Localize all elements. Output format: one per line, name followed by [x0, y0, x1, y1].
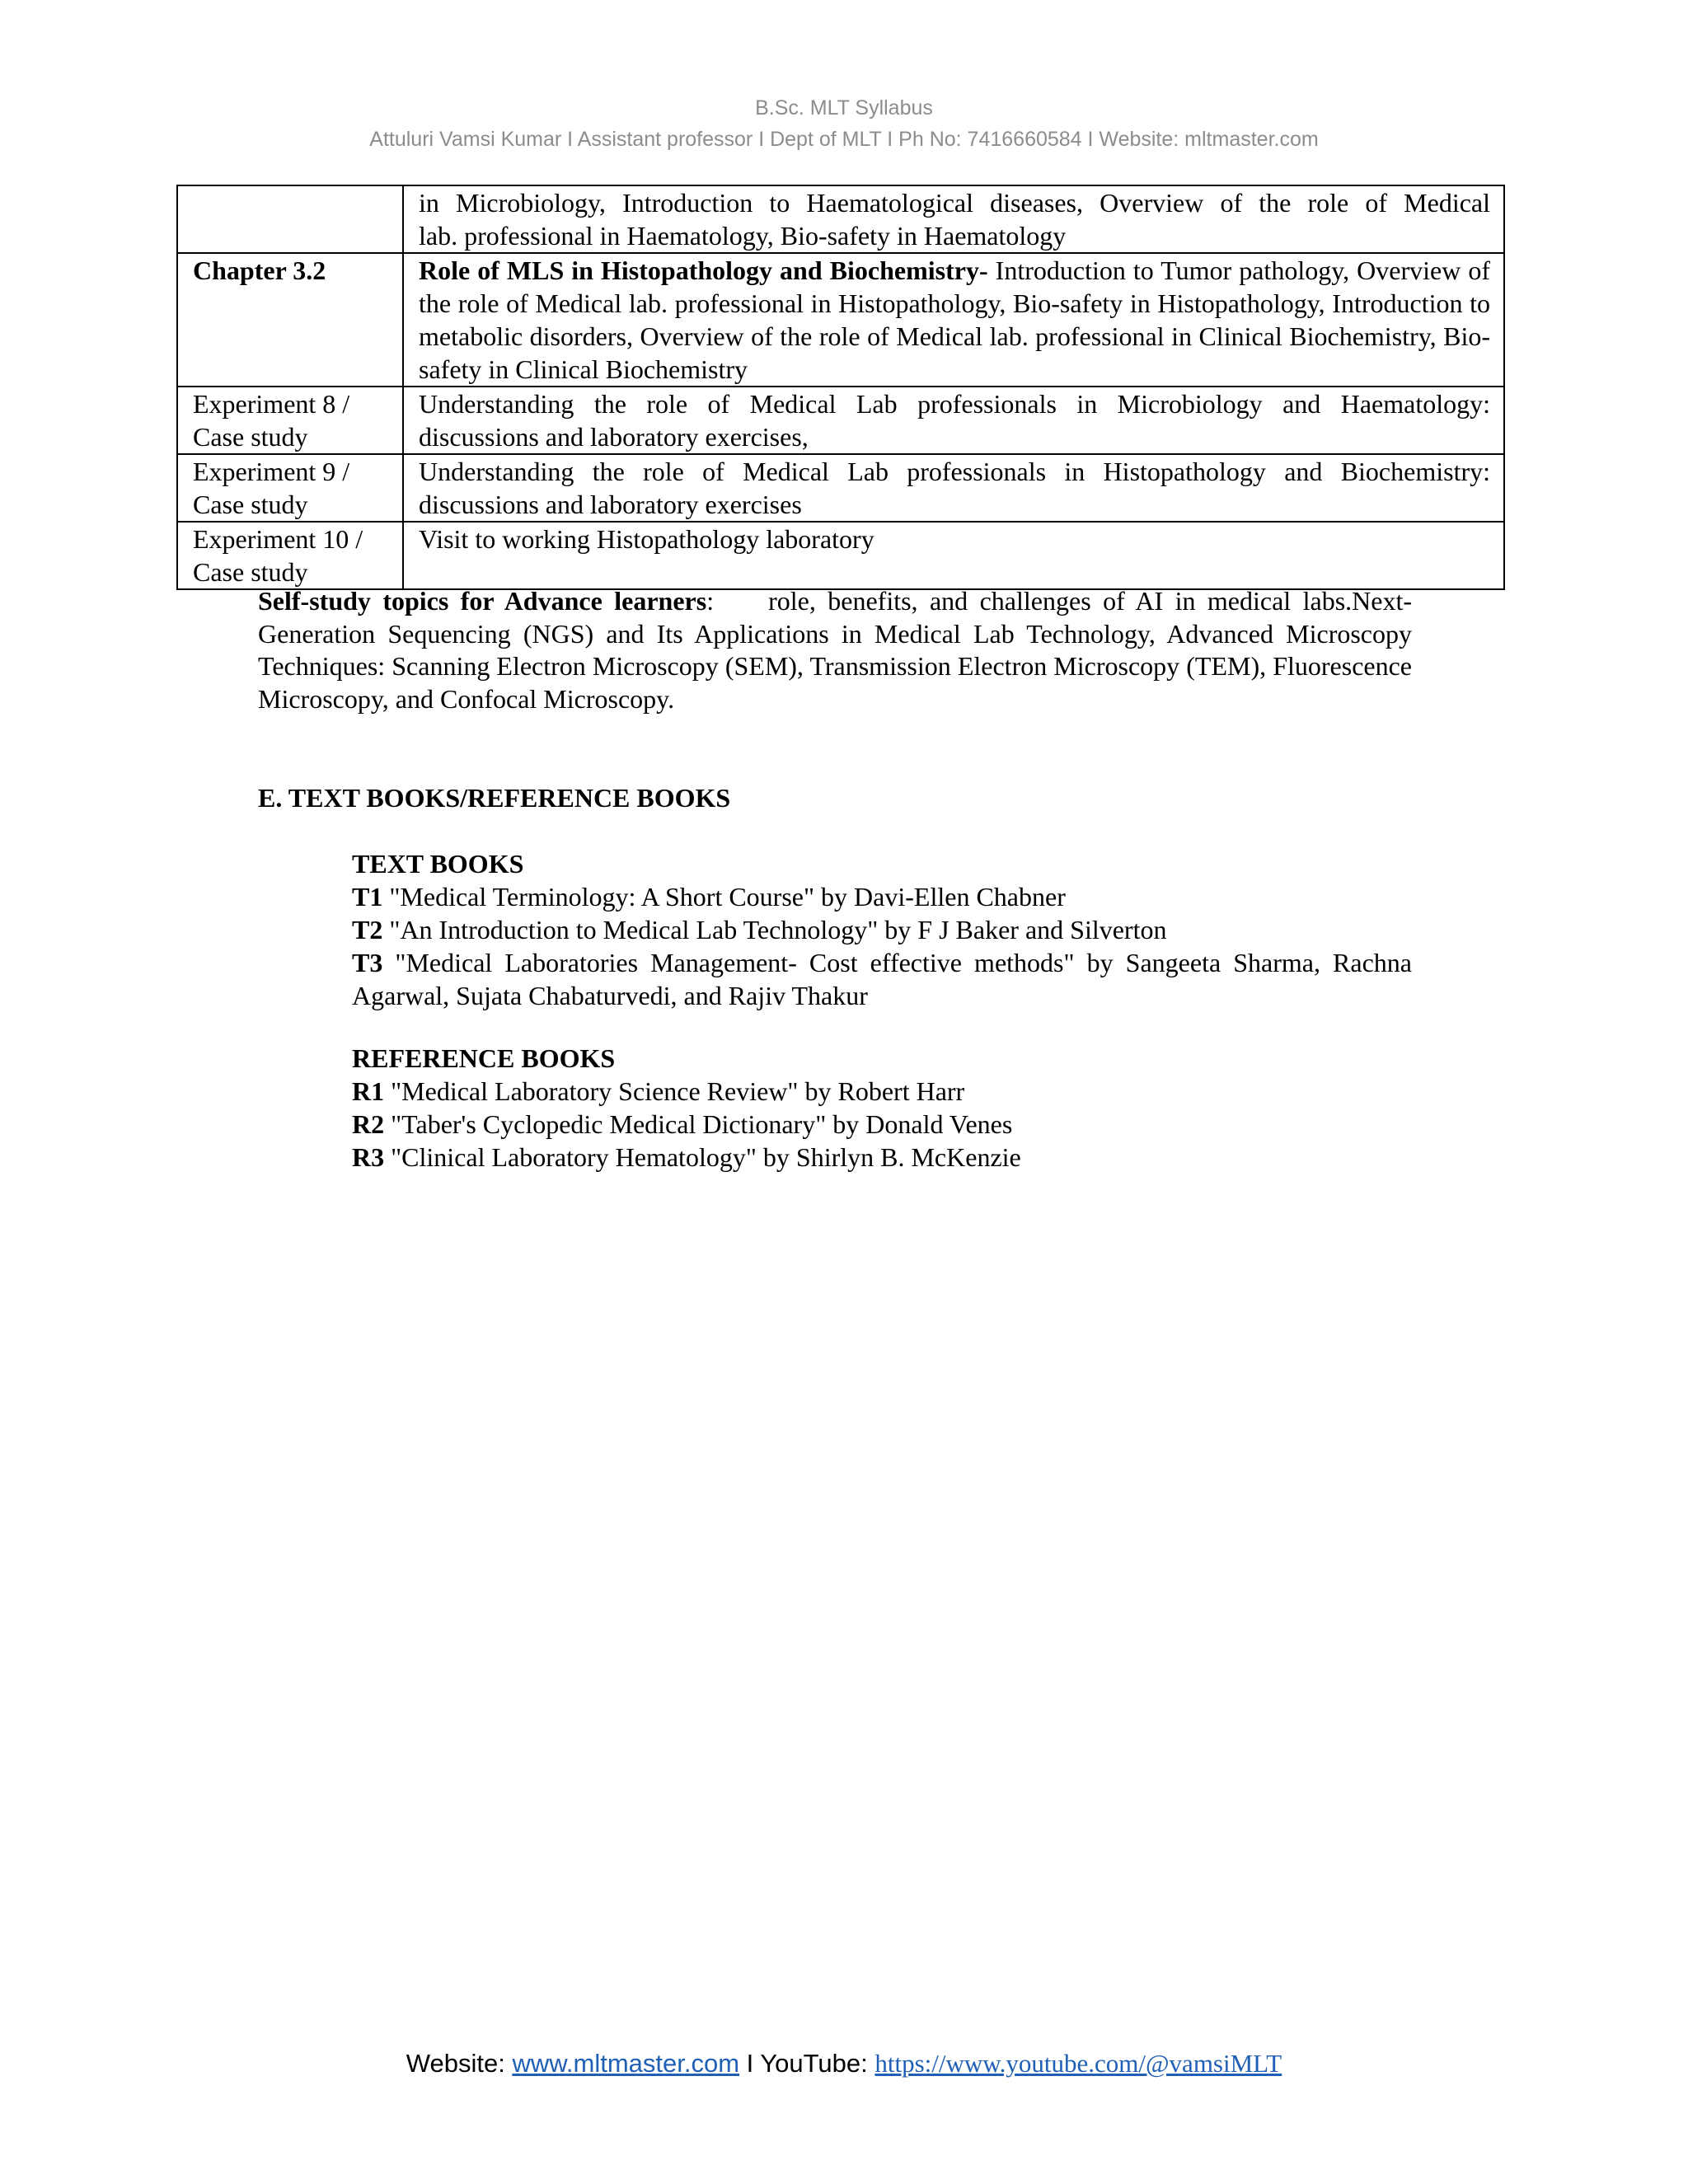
row-content	[403, 185, 1504, 253]
table-row	[177, 185, 1504, 253]
text-books-list	[352, 847, 1412, 1012]
row-content	[403, 253, 1504, 387]
list-item	[352, 880, 1412, 913]
chapter-description: Introduction to Tumor pathology, Overview of the role of Medical lab. professional in Histopathology, Bio-safety in Histopathology, Introduction to metabolic disorders, Overview of the role of Medical lab. professional in Clinical Biochemistry, Bio-safety in Clinical Biochemistry	[419, 255, 1491, 384]
self-study-paragraph	[258, 585, 1412, 715]
list-item	[352, 913, 1412, 946]
self-study-text: role, benefits, and challenges of AI in medical labs.Next-Generation Sequencing (NGS) and Its Applications in Medical Lab Technology, Advanced Microscopy Techniques: Scanning Electron Microscopy (SEM), Transmission Electron Microscopy (TEM), Fluorescence Microscopy, and Confocal Microscopy.	[258, 586, 1413, 714]
book-code: T1	[352, 882, 383, 912]
experiment-label: Experiment 9 /	[193, 457, 350, 486]
row-content	[403, 387, 1504, 454]
header-title: B.Sc. MLT Syllabus	[755, 96, 933, 120]
table-row	[177, 387, 1504, 454]
table-row	[177, 253, 1504, 387]
row-label	[177, 185, 403, 253]
list-item	[352, 1108, 1412, 1141]
row-content	[403, 454, 1504, 522]
section-title: E. TEXT BOOKS/REFERENCE BOOKS	[258, 783, 731, 813]
page-header	[0, 92, 1688, 155]
list-item	[352, 946, 1412, 1012]
youtube-link[interactable]: https://www.youtube.com/@vamsiMLT	[874, 2049, 1282, 2078]
experiment-label: Experiment 10 /	[193, 524, 363, 554]
case-study-label: Case study	[193, 557, 308, 587]
book-code: R3	[352, 1142, 385, 1172]
book-title: "Medical Laboratories Management- Cost effective methods" by Sangeeta Sharma, Rachna Agarwal, Sujata Chabaturvedi, and Rajiv Thakur	[352, 948, 1412, 1010]
header-author-info: Attuluri Vamsi Kumar I Assistant professor I Dept of MLT I Ph No: 7416660584 I Website: mltmaster.com	[369, 128, 1319, 151]
book-code: R1	[352, 1076, 385, 1106]
self-study-label: Self-study topics for Advance learners	[258, 586, 707, 616]
book-code: T2	[352, 915, 383, 944]
table-row	[177, 454, 1504, 522]
book-code: T3	[352, 948, 383, 977]
row-content: Visit to working Histopathology laboratory	[403, 522, 1504, 589]
row-label	[177, 387, 403, 454]
book-title: "Medical Terminology: A Short Course" by Davi-Ellen Chabner	[382, 882, 1066, 912]
row-text-line: Understanding the role of Medical Lab professionals in Histopathology and Biochemistry:	[419, 457, 1490, 486]
row-label	[177, 454, 403, 522]
book-title: "An Introduction to Medical Lab Technology" by F J Baker and Silverton	[382, 915, 1167, 944]
case-study-label: Case study	[193, 490, 308, 519]
book-title: "Medical Laboratory Science Review" by Robert Harr	[384, 1076, 965, 1106]
syllabus-table	[176, 185, 1505, 590]
book-title: "Clinical Laboratory Hematology" by Shirlyn B. McKenzie	[384, 1142, 1021, 1172]
row-text-line: Understanding the role of Medical Lab professionals in Microbiology and Haematology:	[419, 389, 1490, 419]
text-books-heading: TEXT BOOKS	[352, 849, 524, 879]
footer-separator: I YouTube:	[739, 2049, 875, 2078]
self-study-colon: :	[706, 586, 715, 616]
website-link[interactable]: www.mltmaster.com	[512, 2049, 740, 2078]
chapter-title: Role of MLS in Histopathology and Biochemistry-	[419, 255, 988, 285]
reference-books-heading: REFERENCE BOOKS	[352, 1043, 616, 1073]
page-footer	[0, 2047, 1688, 2080]
footer-website-label: Website:	[406, 2049, 513, 2078]
experiment-label: Experiment 8 /	[193, 389, 350, 419]
row-label	[177, 522, 403, 589]
list-item	[352, 1141, 1412, 1174]
table-row	[177, 522, 1504, 589]
book-title: "Taber's Cyclopedic Medical Dictionary" by Donald Venes	[384, 1109, 1013, 1139]
reference-books-list	[352, 1042, 1412, 1174]
list-item	[352, 1075, 1412, 1108]
chapter-label: Chapter 3.2	[193, 255, 326, 285]
row-label	[177, 253, 403, 387]
row-text-line: in Microbiology, Introduction to Haematological diseases, Overview of the role of Medical	[419, 188, 1490, 218]
case-study-label: Case study	[193, 422, 308, 452]
row-text-line: discussions and laboratory exercises	[419, 490, 802, 519]
book-code: R2	[352, 1109, 385, 1139]
row-text-line: lab. professional in Haematology, Bio-safety in Haematology	[419, 221, 1067, 251]
row-text-line: discussions and laboratory exercises,	[419, 422, 809, 452]
